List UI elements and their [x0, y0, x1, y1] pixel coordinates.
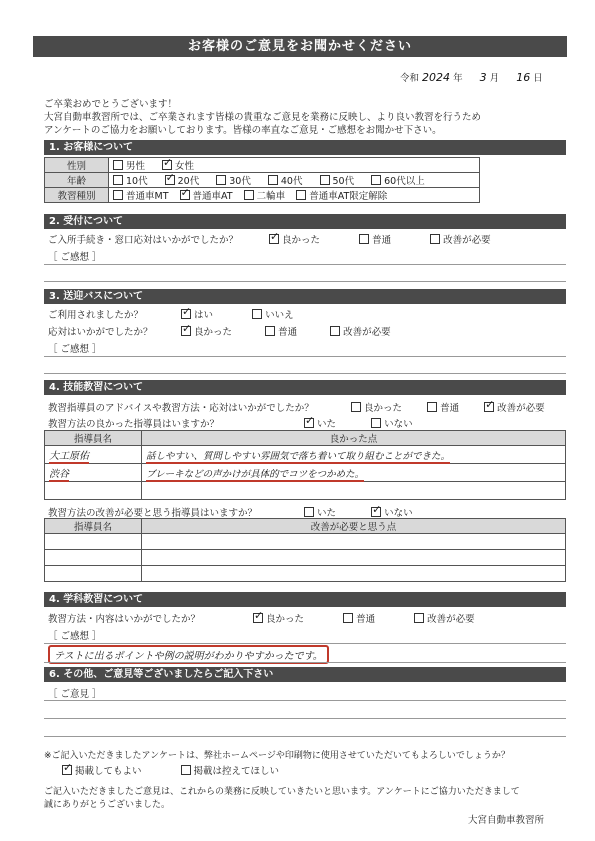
school-signature: 大宮自動車教習所	[468, 815, 545, 826]
improve-point-cell[interactable]	[142, 534, 566, 550]
date-year-unit: 年	[453, 73, 463, 84]
instructor-name-cell[interactable]	[45, 464, 142, 482]
bad-instructor-yes[interactable]: いた	[304, 505, 336, 519]
classroom-normal[interactable]: 普通	[343, 611, 375, 625]
bus-service-good[interactable]: ✓ 良かった	[181, 324, 232, 338]
divider	[44, 264, 566, 265]
skill-good[interactable]: 良かった	[351, 400, 402, 414]
section-classroom-header: 4. 学科教習について	[44, 592, 566, 607]
age-row	[45, 173, 480, 188]
gender-row	[45, 158, 480, 173]
date-year[interactable]: 2024	[422, 71, 451, 84]
intro-line: 大宮自動車教習所では、ご卒業されます皆様の貴重なご意見を業務に反映し、より良い教習を行うため	[44, 112, 482, 123]
section-bus-header: 3. 送迎バスについて	[44, 289, 566, 304]
comment-line[interactable]	[44, 736, 566, 737]
good-point: 話しやすい、質問しやすい雰囲気で落ち着いて取り組むことができた。	[146, 450, 451, 462]
bus-comment-label: ［ ご感想 ］	[48, 344, 102, 355]
consent-question: ※ご記入いただきましたアンケートは、弊社ホームページや印刷物に使用させていただいてもよろしいでしょうか？	[44, 751, 510, 761]
reception-normal[interactable]: 普通	[359, 232, 391, 246]
skill-q1-question: 教習指導員のアドバイスや教習方法・応対はいかがでしたか？	[48, 403, 314, 414]
course-at[interactable]: ✓ 普通車AT	[180, 188, 233, 202]
skill-q2-line	[48, 416, 427, 430]
checkbox-icon[interactable]	[296, 190, 306, 200]
age-40s[interactable]: 40代	[268, 173, 303, 187]
table-row	[45, 464, 566, 482]
good-point-cell[interactable]	[142, 482, 566, 500]
intro-text	[44, 98, 481, 137]
course-label: 教習種別	[45, 188, 109, 203]
comment-line[interactable]	[44, 373, 566, 374]
classroom-good[interactable]: ✓ 良かった	[253, 611, 304, 625]
checkbox-icon[interactable]	[359, 234, 369, 244]
checkbox-icon[interactable]	[330, 326, 340, 336]
instructor-name-cell[interactable]	[45, 534, 142, 550]
intro-line: アンケートのご協力をお願いしております。皆様の率直なご意見・ご感想をお聞かせ下さい。	[44, 125, 442, 136]
section-skill-header: 4. 技能教習について	[44, 380, 566, 395]
skill-q3-question: 教習方法の改善が必要と思う指導員はいますか？	[48, 508, 258, 519]
good-instructor-yes[interactable]: ✓ いた	[304, 416, 336, 430]
table-row	[45, 446, 566, 464]
classroom-question: 教習方法・内容はいかがでしたか？	[48, 614, 201, 625]
checkbox-icon[interactable]	[265, 326, 275, 336]
checkbox-checked-icon[interactable]	[180, 190, 190, 200]
bus-service-line	[48, 324, 405, 338]
good-instructor-table	[44, 430, 566, 500]
checkbox-icon[interactable]	[113, 190, 123, 200]
reception-improve[interactable]: 改善が必要	[430, 232, 491, 246]
age-50s[interactable]: 50代	[320, 173, 355, 187]
checkbox-icon[interactable]	[252, 309, 262, 319]
date-era: 令和	[400, 73, 420, 84]
checkbox-checked-icon[interactable]	[181, 309, 191, 319]
checkbox-checked-icon[interactable]	[165, 175, 175, 185]
classroom-improve[interactable]: 改善が必要	[414, 611, 475, 625]
checkbox-icon[interactable]	[371, 418, 381, 428]
section-reception-header: 2. 受付について	[44, 214, 566, 229]
intro-line: ご卒業おめでとうございます！	[44, 99, 178, 110]
table-header-row	[45, 431, 566, 446]
good-instructor-no[interactable]: いない	[371, 416, 413, 430]
checkbox-icon[interactable]	[304, 507, 314, 517]
date-day-unit: 日	[533, 73, 543, 84]
checkbox-icon[interactable]	[343, 613, 353, 623]
consent-options	[62, 763, 293, 777]
age-options	[109, 173, 480, 188]
divider	[44, 643, 566, 644]
checkbox-checked-icon[interactable]	[371, 507, 381, 517]
course-at-release[interactable]: 普通車AT限定解除	[296, 188, 387, 202]
checkbox-icon[interactable]	[113, 160, 123, 170]
checkbox-checked-icon[interactable]	[62, 765, 72, 775]
checkbox-icon[interactable]	[371, 175, 381, 185]
date-line	[400, 70, 543, 84]
comment-line	[44, 662, 566, 663]
date-month[interactable]: 3	[479, 71, 487, 84]
skill-improve[interactable]: ✓ 改善が必要	[484, 400, 545, 414]
skill-q1-line	[48, 400, 545, 414]
section-other-header: 6. その他、ご意見等ございましたらご記入下さい	[44, 667, 566, 682]
bus-use-question: ご利用されましたか？	[48, 310, 144, 321]
skill-q2-question: 教習方法の良かった指導員はいますか？	[48, 419, 220, 430]
checkbox-icon[interactable]	[113, 175, 123, 185]
gender-female[interactable]: ✓ 女性	[162, 158, 194, 172]
checkbox-checked-icon[interactable]	[484, 402, 494, 412]
bad-instructor-no[interactable]: ✓ いない	[371, 505, 413, 519]
checkbox-icon[interactable]	[320, 175, 330, 185]
bus-use-yes[interactable]: ✓ はい	[181, 307, 213, 321]
survey-title: お客様のご意見をお聞かせください	[33, 36, 567, 57]
good-point-cell[interactable]	[142, 464, 566, 482]
course-row	[45, 188, 480, 203]
table-row	[45, 550, 566, 566]
gender-male[interactable]: 男性	[113, 158, 145, 172]
classroom-comment[interactable]: テストに出るポイントや例の説明がわかりやすかったです。	[48, 645, 329, 664]
table-row	[45, 534, 566, 550]
closing-line: 誠にありがとうございました。	[44, 800, 171, 810]
age-label: 年齢	[45, 173, 109, 188]
improve-point-cell[interactable]	[142, 550, 566, 566]
consent-deny[interactable]: 掲載は控えてほしい	[181, 763, 280, 777]
bus-service-question: 応対はいかがでしたか？	[48, 327, 153, 338]
checkbox-icon[interactable]	[351, 402, 361, 412]
table-row	[45, 482, 566, 500]
checkbox-checked-icon[interactable]	[304, 418, 314, 428]
other-comment-label: ［ ご意見 ］	[48, 689, 102, 700]
age-20s[interactable]: ✓ 20代	[165, 173, 200, 187]
column-header: 改善が必要と思う点	[142, 519, 566, 534]
instructor-name-cell[interactable]	[45, 550, 142, 566]
divider	[44, 356, 566, 357]
reception-question: ご入所手続き・窓口応対はいかがでしたか？	[48, 235, 239, 246]
improve-instructor-table	[44, 518, 566, 582]
bus-use-no[interactable]: いいえ	[252, 307, 294, 321]
classroom-question-line	[48, 611, 489, 625]
course-mt[interactable]: 普通車MT	[113, 188, 169, 202]
checkbox-icon[interactable]	[427, 402, 437, 412]
checkbox-checked-icon[interactable]	[162, 160, 172, 170]
checkbox-checked-icon[interactable]	[269, 234, 279, 244]
instructor-name: 渋谷	[49, 469, 69, 480]
divider	[44, 700, 566, 701]
age-30s[interactable]: 30代	[216, 173, 251, 187]
instructor-name-cell[interactable]	[45, 482, 142, 500]
comment-line[interactable]	[44, 718, 566, 719]
classroom-comment-label: ［ ご感想 ］	[48, 631, 102, 642]
closing-line: ご記入いただきましたご意見は、これからの業務に反映していきたいと思います。アンケートにご協力いただきまして	[44, 787, 520, 797]
bus-use-line	[48, 307, 308, 321]
customer-table	[44, 157, 480, 203]
checkbox-icon[interactable]	[216, 175, 226, 185]
date-day[interactable]: 16	[516, 71, 531, 84]
age-10s[interactable]: 10代	[113, 173, 148, 187]
good-point-cell[interactable]	[142, 446, 566, 464]
course-options	[109, 188, 480, 203]
instructor-name-cell[interactable]	[45, 446, 142, 464]
section-customer-header: 1. お客様について	[44, 140, 566, 155]
reception-question-line	[48, 232, 505, 246]
instructor-name: 大工原佑	[49, 451, 89, 462]
skill-normal[interactable]: 普通	[427, 400, 459, 414]
consent-allow[interactable]: ✓掲載してもよい	[62, 763, 142, 777]
checkbox-checked-icon[interactable]	[181, 326, 191, 336]
checkbox-checked-icon[interactable]	[253, 613, 263, 623]
closing-text	[44, 786, 520, 812]
instructor-name-cell[interactable]	[45, 566, 142, 582]
checkbox-icon[interactable]	[244, 190, 254, 200]
checkbox-icon[interactable]	[268, 175, 278, 185]
skill-q3-line	[48, 505, 427, 519]
gender-options	[109, 158, 480, 173]
reception-comment-label: ［ ご感想 ］	[48, 252, 102, 263]
comment-line[interactable]	[44, 281, 566, 282]
table-row	[45, 566, 566, 582]
checkbox-icon[interactable]	[181, 765, 191, 775]
checkbox-icon[interactable]	[414, 613, 424, 623]
table-header-row	[45, 519, 566, 534]
bus-service-normal[interactable]: 普通	[265, 324, 297, 338]
column-header: 良かった点	[142, 431, 566, 446]
column-header: 指導員名	[45, 431, 142, 446]
course-motorcycle[interactable]: 二輪車	[244, 188, 286, 202]
date-month-unit: 月	[489, 73, 500, 84]
column-header: 指導員名	[45, 519, 142, 534]
bus-service-improve[interactable]: 改善が必要	[330, 324, 391, 338]
gender-label: 性別	[45, 158, 109, 173]
reception-good[interactable]: ✓ 良かった	[269, 232, 320, 246]
good-point: ブレーキなどの声かけが具体的でコツをつかめた。	[146, 468, 365, 480]
checkbox-icon[interactable]	[430, 234, 440, 244]
improve-point-cell[interactable]	[142, 566, 566, 582]
age-60s-plus[interactable]: 60代以上	[371, 173, 425, 187]
